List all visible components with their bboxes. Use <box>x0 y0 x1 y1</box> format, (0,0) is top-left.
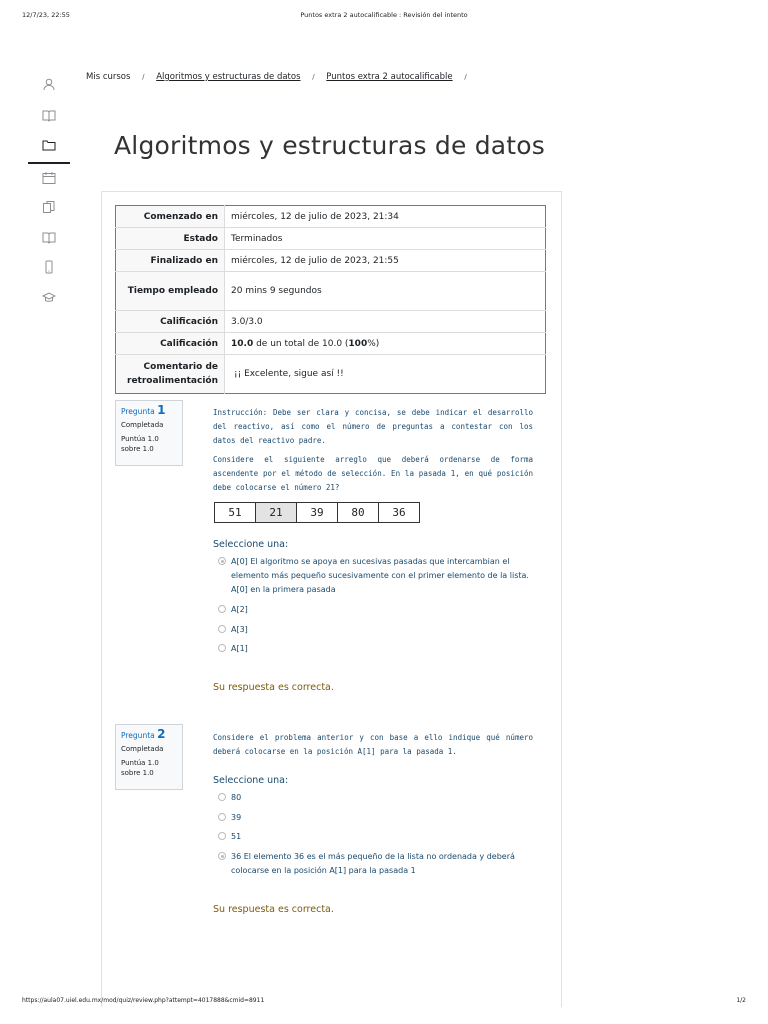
radio[interactable] <box>218 625 226 633</box>
summary-label: Finalizado en <box>116 250 225 272</box>
graduation-cap-icon[interactable] <box>42 290 56 304</box>
user-icon[interactable] <box>42 77 56 91</box>
active-nav-indicator <box>28 162 70 164</box>
breadcrumb-quiz-link[interactable]: Puntos extra 2 autocalificable <box>326 72 453 82</box>
question-text: Considere el siguiente arreglo que deberá ordenarse de forma ascendente por el método de selección. En la pasada 1, en qué posición debe colocarse el número 21? <box>213 455 533 492</box>
summary-label: Comenzado en <box>116 206 225 228</box>
radio[interactable] <box>218 813 226 821</box>
answer-option[interactable] <box>218 603 538 617</box>
answer-option[interactable] <box>218 555 538 597</box>
radio[interactable] <box>218 644 226 652</box>
question-status: Completada <box>121 745 164 753</box>
question-mark: Puntúa 1.0 sobre 1.0 <box>121 759 159 777</box>
summary-value: miércoles, 12 de julio de 2023, 21:55 <box>225 250 546 272</box>
book-icon[interactable] <box>42 230 56 244</box>
summary-row-grade <box>116 333 546 355</box>
array-cell: 36 <box>379 503 420 523</box>
breadcrumb-separator: / <box>312 73 315 81</box>
breadcrumb-separator: / <box>464 73 467 81</box>
breadcrumb-home[interactable]: Mis cursos <box>86 72 131 82</box>
answer-option-label: A[2] <box>231 605 248 614</box>
array-cell: 51 <box>215 503 256 523</box>
question-status: Completada <box>121 421 164 429</box>
array-cell: 39 <box>297 503 338 523</box>
breadcrumb-separator: / <box>142 73 145 81</box>
copy-icon[interactable] <box>42 200 56 214</box>
answer-option[interactable] <box>218 623 538 637</box>
answer-option-label: 39 <box>231 813 242 822</box>
answer-option-label: A[1] <box>231 644 248 653</box>
answer-option-label: 36 El elemento 36 es el más pequeño de la lista no ordenada y deberá colocarse en la posición A[1] para la pasada 1 <box>231 852 515 875</box>
calendar-icon[interactable] <box>42 171 56 185</box>
answer-option-label: A[0] El algoritmo se apoya en sucesivas pasadas que intercambian el elemento más pequeño sucesivamente con el primer elemento de la lista. A[0] en la primera pasada <box>231 557 529 594</box>
summary-label: Estado <box>116 228 225 250</box>
answer-heading: Seleccione una: <box>213 775 289 786</box>
grade-text-end: %) <box>367 338 380 349</box>
radio-selected[interactable] <box>218 852 226 860</box>
summary-row-state <box>116 228 546 250</box>
answer-feedback: Su respuesta es correcta. <box>213 904 334 915</box>
summary-value <box>225 333 546 355</box>
question-info-box <box>115 724 183 790</box>
question-number: Pregunta 2 <box>121 727 166 741</box>
answer-option[interactable] <box>218 642 538 656</box>
answer-option-label: A[3] <box>231 625 248 634</box>
radio-selected[interactable] <box>218 557 226 565</box>
question-info-box <box>115 400 183 466</box>
radio[interactable] <box>218 793 226 801</box>
summary-row-started <box>116 206 546 228</box>
summary-value: 3.0/3.0 <box>225 311 546 333</box>
book-icon[interactable] <box>42 108 56 122</box>
grade-percent: 100 <box>348 338 368 349</box>
summary-label: Tiempo empleado <box>116 272 225 311</box>
answer-option-label: 80 <box>231 793 242 802</box>
answer-option-label: 51 <box>231 832 242 841</box>
answer-option[interactable] <box>218 830 538 844</box>
summary-row-marks <box>116 311 546 333</box>
array-table <box>214 502 420 523</box>
array-cell-highlighted: 21 <box>256 503 297 523</box>
attempt-summary-table <box>115 205 546 394</box>
grade-text: de un total de 10.0 ( <box>253 338 349 349</box>
answer-option[interactable] <box>218 791 538 805</box>
summary-row-feedback <box>116 355 546 394</box>
radio[interactable] <box>218 605 226 613</box>
question-number: Pregunta 1 <box>121 403 166 417</box>
summary-value: ¡¡ Excelente, sigue así !! <box>234 369 344 379</box>
grade-number: 10.0 <box>231 338 254 349</box>
folder-icon[interactable] <box>42 138 56 152</box>
answer-option[interactable] <box>218 811 538 825</box>
summary-label: Comentario de retroalimentación <box>116 355 225 394</box>
print-date: 12/7/23, 22:55 <box>22 11 70 19</box>
print-header <box>22 11 746 23</box>
print-title: Puntos extra 2 autocalificable : Revisión del intento <box>300 11 468 19</box>
summary-value: miércoles, 12 de julio de 2023, 21:34 <box>225 206 546 228</box>
summary-value: Terminados <box>225 228 546 250</box>
breadcrumb <box>86 72 476 82</box>
answer-heading: Seleccione una: <box>213 539 289 550</box>
summary-label: Calificación <box>116 333 225 355</box>
array-cell: 80 <box>338 503 379 523</box>
mobile-icon[interactable] <box>42 260 56 274</box>
question-mark: Puntúa 1.0 sobre 1.0 <box>121 435 159 453</box>
breadcrumb-course-link[interactable]: Algoritmos y estructuras de datos <box>156 72 301 82</box>
question-text: Considere el problema anterior y con base a ello indique qué número deberá colocarse en la posición A[1] para la pasada 1. <box>213 733 533 756</box>
print-page-number: 1/2 <box>736 997 746 1004</box>
answer-feedback: Su respuesta es correcta. <box>213 682 334 693</box>
radio[interactable] <box>218 832 226 840</box>
summary-value: 20 mins 9 segundos <box>225 272 546 311</box>
summary-label: Calificación <box>116 311 225 333</box>
print-url: https://aula07.uiel.edu.mx/mod/quiz/review.php?attempt=4017888&cmid=8911 <box>22 997 265 1004</box>
summary-row-time <box>116 272 546 311</box>
question-instruction: Instrucción: Debe ser clara y concisa, se debe indicar el desarrollo del reactivo, así como el número de preguntas a contestar con los datos del reactivo padre. <box>213 408 533 445</box>
page-title: Algoritmos y estructuras de datos <box>114 131 546 160</box>
answer-option[interactable] <box>218 850 538 878</box>
summary-row-finished <box>116 250 546 272</box>
print-footer <box>22 997 746 1009</box>
